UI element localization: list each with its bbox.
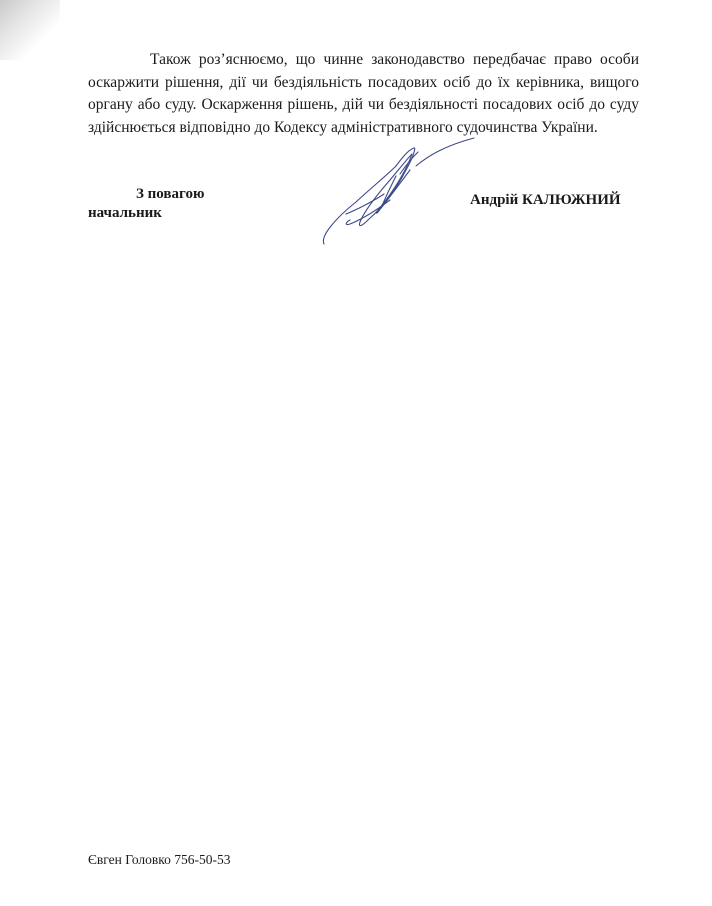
scan-corner-shadow	[0, 0, 60, 60]
closing-block	[88, 185, 248, 223]
footer-contact: Євген Головко 756-50-53	[88, 852, 231, 867]
closing-regards: З повагою	[136, 186, 205, 202]
signer-name: Андрій КАЛЮЖНИЙ	[470, 192, 621, 208]
closing-position: начальник	[88, 205, 162, 221]
handwritten-signature	[316, 136, 476, 248]
letter-body-paragraph: Також роз’яснюємо, що чинне законодавство передбачає право особи оскаржити рішення, дії чи бездіяльність посадових осіб до їх керівника, вищого органу або суду. Оскарження рішень, дій чи бездіяльності посадових осіб до суду здійснюється відповідно до Кодексу адміністративного судочинства України.	[88, 51, 639, 136]
